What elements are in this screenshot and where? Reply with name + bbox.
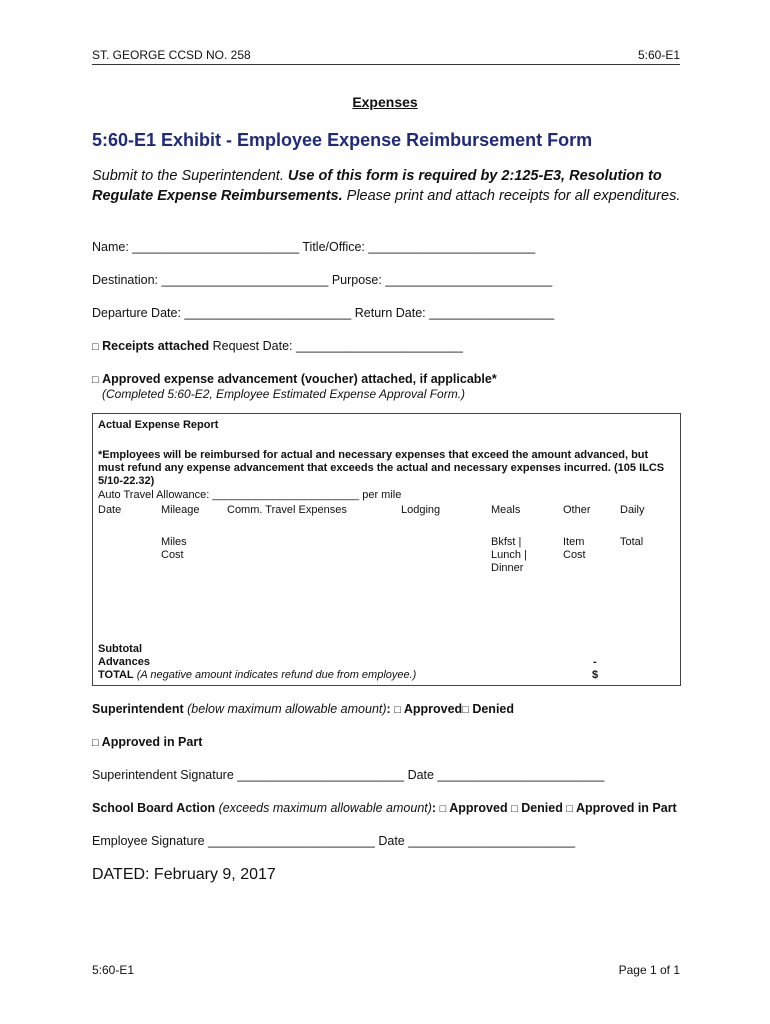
sup-approved-label: Approved: [400, 702, 463, 716]
header-code: 5:60-E1: [637, 48, 680, 62]
intro-plain: Submit to the Superintendent.: [92, 168, 288, 184]
advances-label: Advances: [98, 656, 150, 668]
return-date-field[interactable]: Return Date: __________________: [354, 306, 555, 320]
receipts-checkbox[interactable]: □: [92, 341, 99, 353]
sup-approved-part-label: Approved in Part: [98, 735, 203, 749]
sup-denied-label: Denied: [468, 702, 515, 716]
board-approved-checkbox[interactable]: □: [439, 803, 447, 815]
board-row: [92, 801, 677, 815]
name-row: [92, 240, 535, 254]
board-colon: :: [431, 801, 437, 815]
departure-date-field[interactable]: Departure Date: ________________________: [92, 306, 352, 320]
col-meals: Meals: [491, 504, 521, 516]
superintendent-row: [92, 702, 514, 716]
dated-line: DATED: February 9, 2017: [92, 866, 276, 883]
col-other: Other: [563, 504, 591, 516]
name-field[interactable]: Name: ________________________: [92, 240, 300, 254]
col-daily: Daily: [620, 504, 645, 516]
request-date-field[interactable]: Request Date: ________________________: [209, 339, 463, 353]
board-label: School Board Action: [92, 801, 216, 815]
board-note: (exceeds maximum allowable amount): [215, 801, 432, 815]
total-dollar: $: [592, 669, 599, 681]
form-title: 5:60-E1 Exhibit - Employee Expense Reimbursement Form: [92, 130, 593, 150]
daily-total: Total: [620, 536, 644, 548]
report-heading: Actual Expense Report: [98, 419, 219, 431]
mileage-cost: Cost: [161, 549, 184, 561]
employee-signature-field[interactable]: Employee Signature ________________________ Date ________________________: [92, 834, 576, 848]
total-label: TOTAL: [98, 669, 134, 681]
title-office-field[interactable]: Title/Office: ________________________: [302, 240, 536, 254]
col-lodging: Lodging: [401, 504, 441, 516]
advance-label: Approved expense advancement (voucher) attached, if applicable*: [102, 372, 497, 386]
other-item: Item: [563, 536, 585, 548]
meals-dinner: Dinner: [491, 562, 524, 574]
total-note: (A negative amount indicates refund due from employee.): [133, 669, 417, 681]
advance-note: (Completed 5:60-E2, Employee Estimated Expense Approval Form.): [102, 387, 466, 401]
destination-field[interactable]: Destination: ________________________: [92, 273, 329, 287]
purpose-field[interactable]: Purpose: ________________________: [331, 273, 553, 287]
mileage-miles: Miles: [161, 536, 187, 548]
board-approved-part-checkbox[interactable]: □: [566, 803, 573, 815]
sup-approved-part-checkbox[interactable]: □: [92, 737, 99, 749]
sup-approved-checkbox[interactable]: □: [394, 704, 401, 716]
auto-travel-field[interactable]: Auto Travel Allowance: ________________________ per mile: [98, 489, 402, 501]
destination-row: [92, 273, 552, 287]
subtotal-label: Subtotal: [98, 643, 142, 655]
other-cost: Cost: [563, 549, 586, 561]
footer-code: 5:60-E1: [92, 963, 135, 977]
board-approved-label: Approved: [446, 801, 512, 815]
footer-page: Page 1 of 1: [618, 963, 680, 977]
intro-paragraph: [92, 166, 682, 206]
receipts-label: Receipts attached: [102, 339, 210, 353]
superintendent-label: Superintendent: [92, 702, 184, 716]
advance-row: [92, 372, 497, 386]
col-comm-travel: Comm. Travel Expenses: [227, 504, 347, 516]
intro-bold: Use of this form is required by 2:125-E3, Resolution to Regulate Expense Reimbursements.: [92, 168, 662, 204]
expense-report-box: [92, 413, 681, 686]
advance-checkbox[interactable]: □: [92, 374, 99, 386]
approved-in-part-row: [92, 735, 202, 749]
col-date: Date: [98, 504, 122, 516]
report-notice: *Employees will be reimbursed for actual and necessary expenses that exceed the amount advanced, but must refund any expense advancement that exceeds the actual and necessary expenses incurred. (105 ILCS 5/10-22.32): [98, 449, 665, 487]
header-district: ST. GEORGE CCSD NO. 258: [92, 48, 251, 62]
sup-denied-checkbox[interactable]: □: [462, 704, 469, 716]
section-title: Expenses: [352, 94, 418, 110]
board-approved-part-label: Approved in Part: [573, 801, 677, 815]
total-row: [98, 669, 416, 682]
receipts-row: [92, 339, 463, 353]
page-header: [92, 46, 680, 65]
meals-breakfast: Bkfst |: [491, 536, 522, 548]
superintendent-signature-field[interactable]: Superintendent Signature ________________________ Date ________________________: [92, 768, 605, 782]
advances-dash: -: [593, 656, 597, 668]
superintendent-note: (below maximum allowable amount): [183, 702, 387, 716]
intro-tail: Please print and attach receipts for all expenditures.: [342, 188, 681, 204]
meals-lunch: Lunch |: [491, 549, 527, 561]
superintendent-colon: :: [386, 702, 391, 716]
board-denied-label: Denied: [517, 801, 567, 815]
col-mileage: Mileage: [161, 504, 200, 516]
dates-row: [92, 306, 554, 320]
board-denied-checkbox[interactable]: □: [511, 803, 518, 815]
